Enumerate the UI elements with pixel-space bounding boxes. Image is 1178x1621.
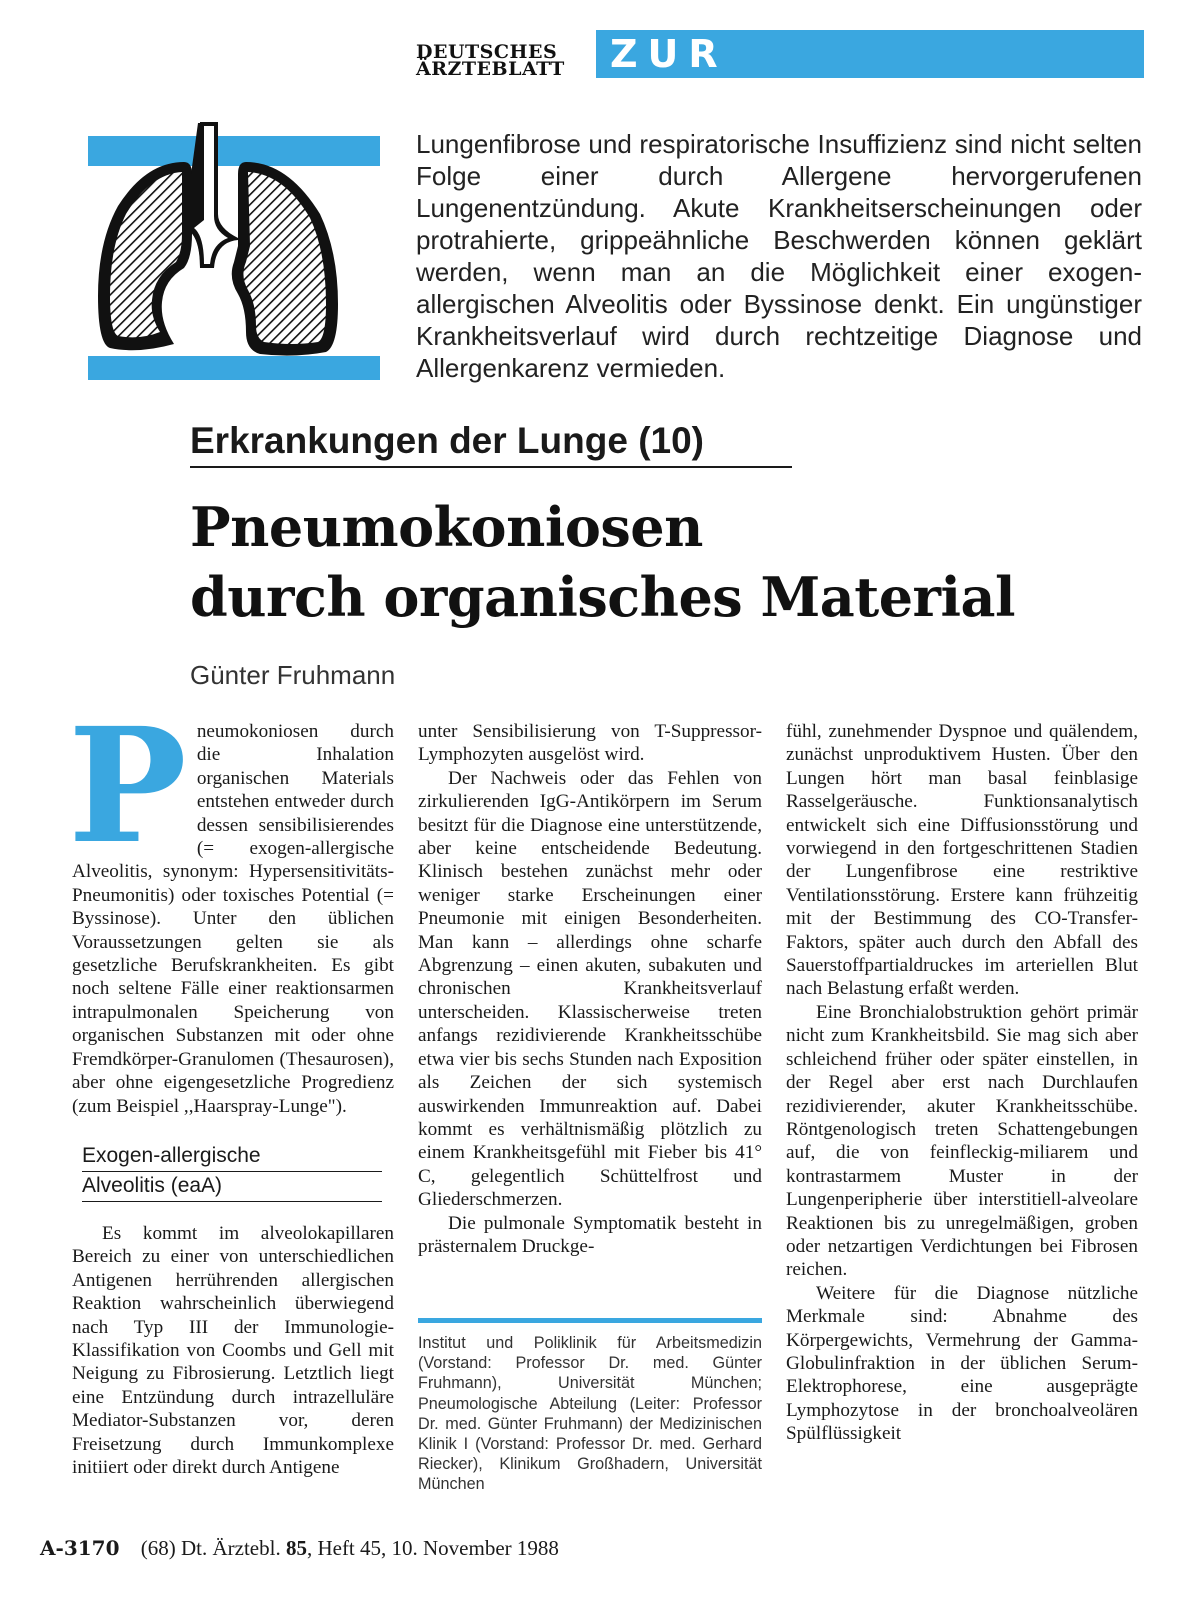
drop-cap: P: [68, 694, 187, 879]
text-column-1: [68, 694, 394, 1479]
journal-logo: DEUTSCHES ÄRZTEBLATT: [416, 41, 565, 80]
citation-prefix: (68) Dt. Ärztebl.: [140, 1536, 281, 1560]
body-paragraph: Eine Bronchialobstruktion gehört primär nicht zum Krankheitsbild. Sie mag sich aber schleichend früher oder später einstellen, in der Regel aber erst nach Durchlaufen rezidivierender, akuter Krankheitsschübe. Röntgenologisch treten Schattengebungen auf, die von feinfleckig-miliarem und kontrastarmem Muster in der Lungenperipherie über interstitiell-alveolare Reaktionen bis zu unregelmäßigen, groben oder netzartigen Verdichtungen bei Fibrosen reichen.: [786, 1001, 1138, 1281]
text-column-3: [786, 720, 1138, 1446]
citation-issue: , Heft 45, 10. November 1988: [306, 1536, 559, 1560]
body-paragraph: fühl, zunehmender Dyspnoe und quälendem, zunächst unproduktivem Husten. Über den Lungen hört man basal feinblasige Rasselgeräusche. Funktionsanalytisch entwickelt sich eine Diffusionsstörung und vorwiegend in den fortgeschrittenen Stadien der Lungenfibrose eine restriktive Ventilationsstörung. Erstere kann frühzeitig mit der Bestimmung des CO-Transfer-Faktors, später auch durch den Abfall des Sauerstoffpartialdruckes im arteriellen Blut nach Belastung erfaßt werden.: [786, 721, 1138, 1000]
body-paragraph: unter Sensibilisierung von T-Suppressor-Lymphozyten ausgelöst wird.: [418, 721, 762, 766]
body-paragraph: Der Nachweis oder das Fehlen von zirkulierenden IgG-Antikörpern im Serum besitzt für die Diagnose eine unterstützende, aber keine entscheidende Bedeutung. Klinisch bestehen zunächst mehr oder weniger starke Erscheinungen einer Pneumonie mit einigen Besonderheiten. Man kann – allerdings ohne scharfe Abgrenzung – einen akuten, subakuten und chronischen Krankheitsverlauf unterscheiden. Klassischerweise treten anfangs rezidivierende Krankheitsschübe etwa vier bis sechs Stunden nach Exposition als Zeichen der sich systemisch auswirkenden Immunreaktion auf. Dabei kommt es verhältnismäßig plötzlich zu einem Krankheitsgefühl mit Fieber bis 41° C, gelegentlich Schüttelfrost und Gliederschmerzen.: [418, 767, 762, 1211]
body-paragraph: Die pulmonale Symptomatik besteht in prästernalem Druckge-: [418, 1212, 762, 1257]
lungs-icon: [88, 118, 380, 396]
article-title: Pneumokoniosen durch organisches Material: [190, 495, 1016, 629]
author-byline: Günter Fruhmann: [190, 660, 396, 690]
page-number: A-3170: [40, 1536, 120, 1560]
text-column-2: [418, 720, 762, 1258]
author-affiliation: Institut und Poliklinik für Arbeitsmedizin (Vorstand: Professor Dr. med. Günter Fruhmann), Universität München; Pneumologische Abteilung (Leiter: Professor Dr. med. Günter Fruhmann) der Medizinischen Klinik I (Vorstand: Professor Dr. med. Gerhard Riecker), Klinikum Großhadern, Universität München: [418, 1318, 762, 1495]
lead-paragraph: Lungenfibrose und respiratorische Insuffizienz sind nicht selten Folge einer durch Allergene hervorgerufenen Lungenentzündung. Akute Krankheitserscheinungen oder protrahierte, grippeähnliche Beschwerden können geklärt werden, wenn man an die Möglichkeit einer exogen-allergischen Alveolitis oder Byssinose denkt. Ein ungünstiger Krankheitsverlauf wird durch rechtzeitige Diagnose und Allergenkarenz vermieden.: [416, 129, 1142, 383]
body-paragraph: neumokoniosen durch die Inhalation organischen Materials entstehen entweder durch dessen sensibilisierendes (= exogen-allergische Alveolitis, synonym: Hypersensitivitäts-Pneumonitis) oder toxisches Potential (= Byssinose). Unter den üblichen Voraussetzungen gelten sie als gesetzliche Berufskrankheiten. Es gibt noch seltene Fälle einer reaktionsarmen intrapulmonalen Speicherung von organischen Substanzen mit oder ohne Fremdkörper-Granulomen (Thesaurosen), aber ohne eigengesetzliche Progredienz (zum Beispiel ,,Haarspray-Lunge").: [72, 721, 394, 1117]
masthead: [416, 30, 1144, 124]
section-heading: Exogen-allergische Alveolitis (eaA): [82, 1142, 382, 1202]
page-footer: [40, 1536, 559, 1561]
series-title: Erkrankungen der Lunge (10): [190, 420, 792, 468]
section-banner: ZUR FORTBILDUNG: [596, 30, 1144, 78]
body-paragraph: Weitere für die Diagnose nützliche Merkmale sind: Abnahme des Körpergewichts, Vermehrung der Gamma-Globulinfraktion in der üblichen Serum-Elektrophorese, eine ausgeprägte Lymphozytose in der bronchoalveolären Spülflüssigkeit: [786, 1282, 1138, 1445]
body-paragraph: Es kommt im alveolokapillaren Bereich zu einer von unterschiedlichen Antigenen herrührenden allergischen Reaktion wahrscheinlich überwiegend nach Typ III der Immunologie-Klassifikation von Coombs und Gell mit Neigung zu Fibrosierung. Letztlich liegt eine Entzündung durch intrazelluläre Mediator-Substanzen vor, deren Freisetzung durch Immunkomplexe initiiert oder direkt durch Antigene: [72, 1222, 394, 1478]
volume-number: 85: [285, 1536, 307, 1560]
